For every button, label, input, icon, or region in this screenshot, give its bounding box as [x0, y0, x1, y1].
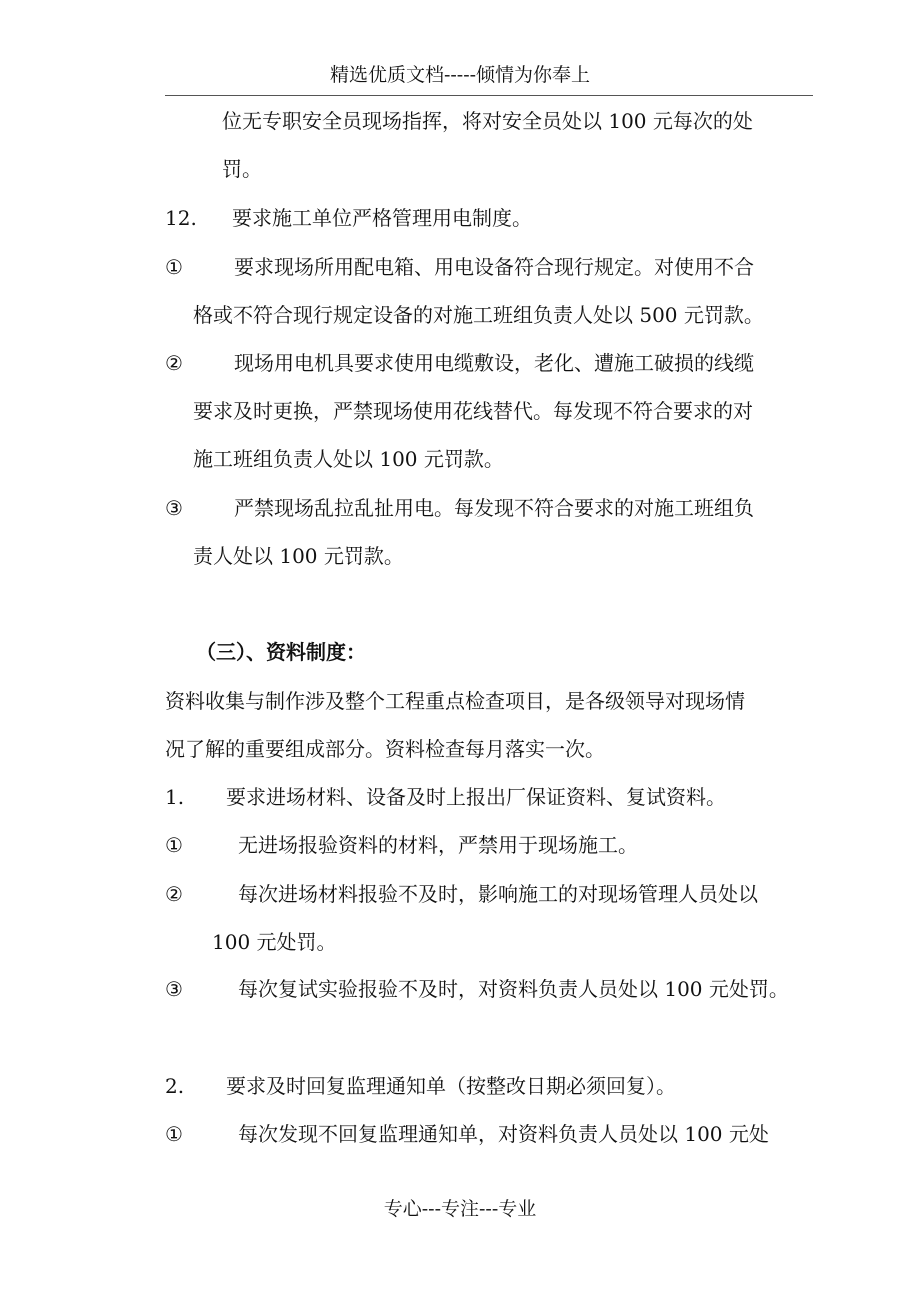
page-footer: 专心---专注---专业 [383, 1198, 537, 1220]
item-text: 要求进场材料、设备及时上报出厂保证资料、复试资料。 [226, 785, 726, 809]
sub-item-line: 要求及时更换，严禁现场使用花线替代。每发现不符合要求的对 [193, 399, 753, 423]
sub-item-line: 严禁现场乱拉乱扯用电。每发现不符合要求的对施工班组负 [234, 496, 754, 520]
item-number: 2. [165, 1074, 185, 1098]
circled-number-marker: ③ [165, 977, 183, 1001]
item-number: 1. [165, 785, 185, 809]
circled-number-marker: ③ [165, 496, 183, 520]
sub-item-line: 施工班组负责人处以 100 元罚款。 [193, 447, 504, 471]
sub-item-line: 责人处以 100 元罚款。 [193, 544, 404, 568]
circled-number-marker: ② [165, 351, 183, 375]
paragraph-line: 资料收集与制作涉及整个工程重点检查项目，是各级领导对现场情 [165, 689, 745, 713]
sub-item-line: 每次复试实验报验不及时，对资料负责人员处以 100 元处罚。 [238, 977, 789, 1001]
sub-item-line: 现场用电机具要求使用电缆敷设，老化、遭施工破损的线缆 [234, 351, 754, 375]
sub-item-line: 每次发现不回复监理通知单，对资料负责人员处以 100 元处 [238, 1122, 769, 1146]
header-divider [165, 95, 813, 96]
section-heading: （三）、资料制度： [196, 640, 366, 664]
sub-item-line: 格或不符合现行规定设备的对施工班组负责人处以 500 元罚款。 [193, 303, 764, 327]
sub-item-line: 每次进场材料报验不及时，影响施工的对现场管理人员处以 [238, 882, 758, 906]
sub-item-line: 100 元处罚。 [212, 930, 337, 954]
circled-number-marker: ① [165, 255, 183, 279]
item-number: 12. [165, 206, 197, 230]
page-header: 精选优质文档-----倾情为你奉上 [329, 64, 591, 86]
paragraph-line: 罚。 [222, 157, 262, 181]
sub-item-line: 无进场报验资料的材料，严禁用于现场施工。 [238, 833, 638, 857]
paragraph-line: 况了解的重要组成部分。资料检查每月落实一次。 [165, 737, 605, 761]
sub-item-line: 要求现场所用配电箱、用电设备符合现行规定。对使用不合 [234, 255, 754, 279]
item-text: 要求施工单位严格管理用电制度。 [232, 206, 532, 230]
circled-number-marker: ② [165, 882, 183, 906]
paragraph-line: 位无专职安全员现场指挥，将对安全员处以 100 元每次的处 [222, 109, 753, 133]
item-text: 要求及时回复监理通知单（按整改日期必须回复）。 [226, 1074, 676, 1098]
circled-number-marker: ① [165, 833, 183, 857]
circled-number-marker: ① [165, 1122, 183, 1146]
